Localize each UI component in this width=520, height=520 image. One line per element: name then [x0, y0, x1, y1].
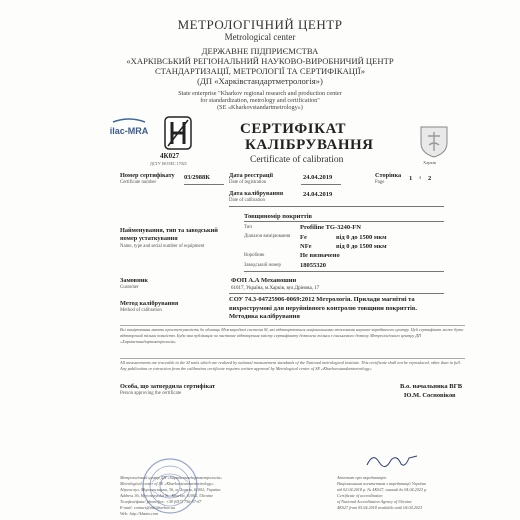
national-accreditation-logo [164, 116, 192, 150]
cert-number-label: Номер сертифікату [120, 172, 175, 179]
customer-label: Замовник [120, 277, 148, 284]
instrument-name: Товщиномір покриттів [244, 213, 313, 220]
certificate-title-en: Certificate of calibration [250, 155, 344, 165]
org-name-ua-3: СТАНДАРТИЗАЦІЇ, МЕТРОЛОГІЇ ТА СЕРТИФІКАЦІЇ» [154, 66, 366, 76]
page-label-en: Page [375, 180, 385, 185]
approver-label-en: Person approving the certificate [120, 391, 182, 396]
footer-left-line-3: Адреса вул. Мироносицька, 36, м. Харків, 61002, Україна [120, 487, 221, 492]
reg-date-label-en: Date of registration [229, 180, 267, 185]
cert-number-underline [184, 184, 224, 185]
footer-right-line-6: 4К027 from 05.04.2018 available until 04.04.2023 [337, 505, 423, 510]
cal-date-label: Дата калібрування [229, 190, 284, 197]
cert-number: 03/2988К [184, 174, 211, 181]
page-total: 2 [428, 175, 432, 182]
traceability-note-ua: Всі вимірювання мають простежуваність до одиниць Міжнародної системи SI, які відтворюються національними еталонами науково-виробничого центру. Цей сертифікат може бути відтворений тільки повністю. Будь-яка публікація чи часткове відтворення змісту сертифікату дозволені тільки з письмового дозволу Метрологічного центру ДП «Харківстандартметрологія» [120, 327, 464, 344]
page-of: з [419, 176, 421, 181]
traceability-note-en: All measurements are traceable to the SI units which are realized by national measurement standards of the National metrological institute. This certificate shall not be reproduced, other than in full. Any publication or extraction from the calibration certificate requires written approval by Metrological center of SE «Kharkovstandartmetrology» [120, 360, 461, 371]
approver-position: В.о. начальника ВГВ [400, 383, 463, 390]
footer-accreditation [337, 475, 482, 511]
certificate-title-1: СЕРТИФІКАТ [240, 121, 346, 137]
method-label: Метод калібрування [120, 300, 179, 307]
instrument-type: Profiline TG-3240-FN [300, 224, 361, 231]
center-subtitle: Metrological center [224, 32, 296, 42]
emblem-label: Харків [423, 160, 437, 165]
footer-right-line-5: of National Accreditation Agency of Ukraine [337, 499, 412, 504]
reg-date-label: Дата реєстрації [229, 172, 273, 179]
instrument-label: Найменування, тип та заводський номер устаткування [120, 227, 218, 242]
footer-right-line-2: Національним агентством з акредитації України [337, 481, 426, 486]
approver-name: Ю.М. Сосновіков [404, 392, 456, 399]
maker: Не визначено [300, 252, 340, 259]
org-name-ua-4: (ДП «Харківстандартметрологія») [197, 76, 323, 86]
range-nfe-symbol: NFe [300, 243, 312, 250]
range-label: Діапазон вимірювання [244, 234, 291, 239]
range-nfe: від 0 до 1500 мкм [336, 243, 387, 250]
accreditation-standard: ДСТУ ISO/IEC 17025 [150, 161, 187, 166]
range-fe: від 0 до 1500 мкм [336, 234, 387, 241]
svg-text:ilac-MRA: ilac-MRA [110, 126, 148, 136]
approver-label: Особа, що затвердила сертифікат [120, 383, 216, 390]
customer-address: 61017, Україна, м.Харків, вул.Дрінова, 17 [231, 286, 320, 291]
instrument-name-underline [244, 221, 444, 222]
footer-left-line-6: E-mail: contact@mtl.kharkov.ua [120, 505, 175, 510]
separator-2 [120, 358, 465, 359]
ilac-mra-logo [110, 118, 148, 142]
page-current: 1 [409, 175, 413, 182]
customer-underline [229, 293, 444, 294]
cal-date-underline [229, 206, 444, 207]
footer-right-line-3: від 02.04.2018 р. № 4К027, чинний до 04.04.2023 р. [337, 487, 428, 492]
footer-right-line-4: Certificate of accreditation [337, 493, 383, 498]
certificate-title-2: КАЛІБРУВАННЯ [245, 137, 374, 153]
range-fe-symbol: Fe [300, 234, 307, 241]
footer-left-line-2: Metrological center of SE «Kharkovstandartmetrology» [120, 481, 214, 486]
org-name-en-1: State enterprise "Kharkov regional research and production center [178, 90, 342, 97]
org-name-en-2: for standardization, metrology and certification" [200, 97, 320, 104]
footer-left-line-5: Телефон/факс/ phone/fax: +38 (057) 756-57-67 [120, 499, 202, 504]
cal-date: 24.04.2019 [303, 191, 333, 198]
reg-date: 24.04.2019 [303, 174, 333, 181]
maker-label: Виробник [244, 253, 265, 258]
customer-name: ФОП А.А Механошин [231, 277, 297, 284]
type-label: Тип [244, 225, 252, 230]
footer-left-line-4: Address 36, Myronosytska St., Kharkiv, 61002, Ukraine [120, 493, 214, 498]
kharkiv-emblem-icon [418, 123, 450, 159]
footer-left-line-7: Web: http://khsms.com [120, 511, 158, 516]
instrument-label-en: Name, type and serial number of equipment [120, 244, 205, 249]
instrument-underline [244, 271, 444, 272]
cert-number-label-en: Certificate number [120, 180, 157, 185]
footer-right-line-1: Атестат про акредитацію [337, 475, 387, 480]
method-label-en: Method of calibration [120, 308, 162, 313]
center-title: МЕТРОЛОГІЧНИЙ ЦЕНТР [177, 17, 343, 32]
org-name-ua-2: «ХАРКІВСЬКИЙ РЕГІОНАЛЬНИЙ НАУКОВО-ВИРОБНИЧИЙ ЦЕНТР [126, 56, 394, 66]
page-label: Сторінка [375, 172, 402, 179]
cal-date-label-en: Date of calibration [229, 198, 265, 203]
handwritten-signature-icon [365, 450, 419, 470]
separator-1 [120, 325, 465, 326]
org-name-en-3: (SE «Kharkovstandartmetrology») [217, 104, 303, 111]
footer-contacts [120, 475, 320, 517]
method-text: СОУ 74.3-04725906-0069:2012 Метрологія. Прилади магнітні та вихрострумові для неруйнівного контролю товщини покриттів. Методика калібрування [229, 296, 417, 320]
customer-label-en: Customer [120, 285, 139, 290]
serial-label: Заводський номер [244, 263, 281, 268]
accreditation-number: 4К027 [160, 152, 180, 160]
footer-left-line-1: Метрологічний центр ДП «Харківстандартметрологія» [120, 475, 222, 480]
org-name-ua-1: ДЕРЖАВНЕ ПІДПРИЄМСТВА [201, 46, 319, 56]
reg-date-underline [301, 184, 341, 185]
serial-number: 18055320 [300, 262, 326, 269]
